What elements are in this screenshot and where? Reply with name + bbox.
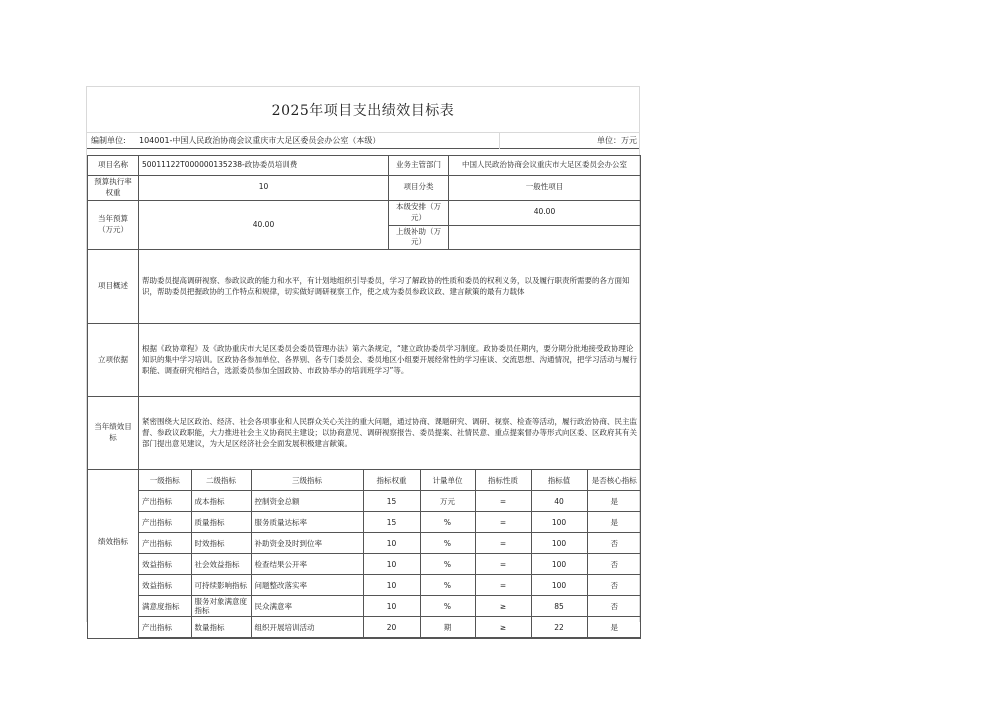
overview-text: 帮助委员提高调研视察、参政议政的能力和水平，有计划地组织引导委员，学习了解政协的性质和委员的权利义务，以及履行职责所需要的各方面知识，帮助委员把握政协的工作特点和规律，切实做好调研视察工作，使之成为委员参政议政、建言献策的最有力载体 (139, 250, 641, 324)
weight-label: 预算执行率权重 (88, 176, 139, 201)
project-name-value: 50011122T000000135238-政协委员培训费 (139, 156, 389, 176)
category-label: 项目分类 (389, 176, 449, 201)
indicator-row (139, 575, 641, 596)
header-level2: 二级指标 (191, 470, 251, 491)
header-level3: 三级指标 (251, 470, 363, 491)
header-core: 是否核心指标 (587, 470, 641, 491)
indicator-level3: 问题整改落实率 (251, 575, 363, 596)
indicator-level2: 社会效益指标 (191, 554, 251, 575)
indicators-cell (139, 470, 641, 639)
indicator-nature: = (475, 554, 531, 575)
indicator-level3: 组织开展培训活动 (251, 617, 363, 638)
indicator-level2: 可持续影响指标 (191, 575, 251, 596)
upper-value (449, 225, 641, 250)
indicator-nature: = (475, 512, 531, 533)
indicator-level3: 民众满意率 (251, 596, 363, 617)
indicator-value: 85 (531, 596, 587, 617)
indicator-level2: 质量指标 (191, 512, 251, 533)
budget-value: 40.00 (139, 200, 389, 250)
indicators-table (139, 470, 641, 638)
indicator-core: 是 (587, 491, 641, 512)
indicator-row (139, 596, 641, 617)
indicator-unit: % (420, 512, 475, 533)
dept-label: 业务主管部门 (389, 156, 449, 176)
header-value: 指标值 (531, 470, 587, 491)
local-label: 本级安排（万元） (389, 200, 449, 225)
indicator-nature: = (475, 491, 531, 512)
header-unit: 计量单位 (420, 470, 475, 491)
header-bar (87, 132, 639, 149)
weight-value: 10 (139, 176, 389, 201)
indicator-level3: 服务质量达标率 (251, 512, 363, 533)
currency-unit: 单位：万元 (597, 136, 637, 145)
indicator-level3: 补助资金及时到位率 (251, 533, 363, 554)
header-nature: 指标性质 (475, 470, 531, 491)
indicator-core: 否 (587, 575, 641, 596)
indicator-unit: 万元 (420, 491, 475, 512)
indicator-level1: 效益指标 (139, 575, 191, 596)
indicator-level1: 产出指标 (139, 617, 191, 638)
indicator-row (139, 554, 641, 575)
indicator-core: 是 (587, 512, 641, 533)
indicator-nature: = (475, 533, 531, 554)
indicator-level1: 满意度指标 (139, 596, 191, 617)
indicator-nature: = (475, 575, 531, 596)
indicator-core: 否 (587, 533, 641, 554)
local-value: 40.00 (449, 200, 641, 225)
indicator-weight: 10 (363, 596, 420, 617)
basis-label: 立项依据 (88, 324, 139, 397)
indicator-weight: 10 (363, 533, 420, 554)
indicator-unit: % (420, 596, 475, 617)
indicator-level2: 数量指标 (191, 617, 251, 638)
goal-text: 紧密围绕大足区政治、经济、社会各项事业和人民群众关心关注的重大问题，通过协商、课题研究、调研、视察、检查等活动，履行政治协商、民主监督、参政议政职能，大力推进社会主义协商民主建设；以协商意见、调研视察报告、委员提案、社情民意、重点提案督办等形式向区委、区政府其有关部门提出意见建议，为大足区经济社会全面发展积极建言献策。 (139, 397, 641, 470)
indicator-level2: 成本指标 (191, 491, 251, 512)
indicator-weight: 15 (363, 512, 420, 533)
indicator-level1: 产出指标 (139, 533, 191, 554)
indicator-value: 40 (531, 491, 587, 512)
budget-label: 当年预算（万元） (88, 200, 139, 250)
indicator-row (139, 617, 641, 638)
indicators-body (139, 470, 641, 638)
upper-label: 上级补助（万元） (389, 225, 449, 250)
header-weight: 指标权重 (363, 470, 420, 491)
page-title: 2025年项目支出绩效目标表 (271, 102, 455, 119)
indicator-level3: 控制资金总额 (251, 491, 363, 512)
indicator-weight: 10 (363, 554, 420, 575)
indicators-label: 绩效指标 (88, 470, 139, 639)
indicators-header-row (139, 470, 641, 491)
indicator-row (139, 533, 641, 554)
indicator-value: 22 (531, 617, 587, 638)
indicator-unit: 期 (420, 617, 475, 638)
indicator-value: 100 (531, 512, 587, 533)
indicator-row (139, 491, 641, 512)
indicator-weight: 20 (363, 617, 420, 638)
indicator-level3: 检查结果公开率 (251, 554, 363, 575)
indicator-weight: 15 (363, 491, 420, 512)
indicator-unit: % (420, 575, 475, 596)
indicator-row (139, 512, 641, 533)
header-divider (499, 133, 500, 149)
indicator-weight: 10 (363, 575, 420, 596)
indicator-core: 是 (587, 617, 641, 638)
unit-label: 编制单位: (91, 136, 126, 145)
goal-label: 当年绩效目标 (88, 397, 139, 470)
indicator-value: 100 (531, 533, 587, 554)
indicator-value: 100 (531, 575, 587, 596)
indicator-core: 否 (587, 596, 641, 617)
indicator-nature: ≥ (475, 596, 531, 617)
category-value: 一般性项目 (449, 176, 641, 201)
indicator-unit: % (420, 554, 475, 575)
unit-value: 104001-中国人民政治协商会议重庆市大足区委员会办公室（本级） (139, 136, 381, 145)
indicator-nature: ≥ (475, 617, 531, 638)
project-name-label: 项目名称 (88, 156, 139, 176)
indicator-level2: 时效指标 (191, 533, 251, 554)
indicator-unit: % (420, 533, 475, 554)
indicator-level1: 产出指标 (139, 491, 191, 512)
indicator-value: 100 (531, 554, 587, 575)
overview-label: 项目概述 (88, 250, 139, 324)
indicator-level1: 产出指标 (139, 512, 191, 533)
header-level1: 一级指标 (139, 470, 191, 491)
indicator-core: 否 (587, 554, 641, 575)
dept-value: 中国人民政治协商会议重庆市大足区委员会办公室 (449, 156, 641, 176)
project-info-table (87, 155, 641, 639)
performance-target-sheet (86, 86, 640, 632)
basis-text: 根据《政协章程》及《政协重庆市大足区委员会委员管理办法》第六条规定，“建立政协委员学习制度。政协委员任期内，要分期分批地接受政协理论知识的集中学习培训。区政协各参加单位、各界别、各专门委员会、委员地区小组要开展经常性的学习座谈、交流思想、沟通情况，把学习活动与履行职能、调查研究相结合，选派委员参加全国政协、市政协举办的培训班学习”等。 (139, 324, 641, 397)
indicator-level1: 效益指标 (139, 554, 191, 575)
indicator-level2: 服务对象满意度指标 (191, 596, 251, 617)
